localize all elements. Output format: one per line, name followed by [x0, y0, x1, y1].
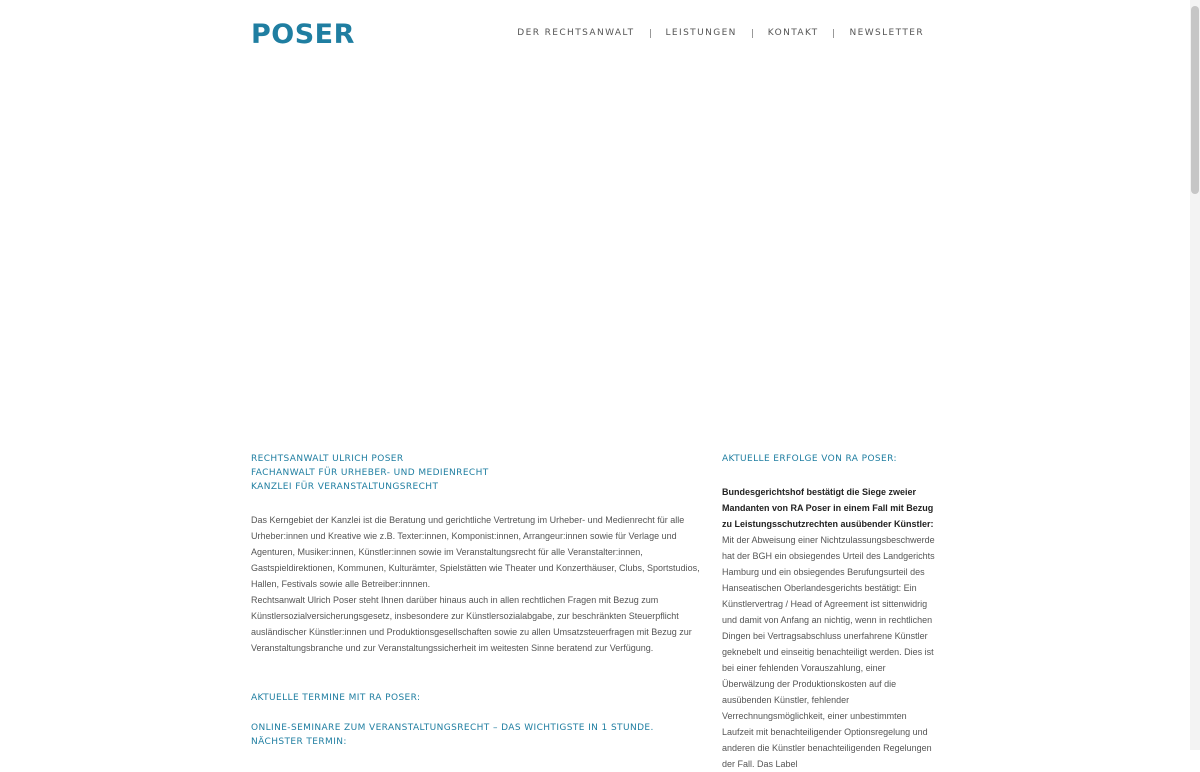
intro-paragraph: Das Kerngebiet der Kanzlei ist die Beratung und gerichtliche Vertretung im Urheber- und Medienrecht für alle Urheber:innen und Kreative wie z.B. Texter:innen, Komponist:innen, Arrangeur:innen sowie für Verlage und Agenturen, Musiker:innen, Künstler:innen sowie im Veranstaltungsrecht für alle Veranstalter:innen, Gastspieldirektionen, Kommunen, Kulturämter, Spielstätten wie Theater und Konzerthäuser, Clubs, Sportstudios, Hallen, Festivals sowie alle Betreiber:innnen. [251, 515, 700, 589]
intro-heading-line: KANZLEI FÜR VERANSTALTUNGSRECHT [251, 482, 439, 492]
seminar-heading[interactable]: ONLINE-SEMINARE ZUM VERANSTALTUNGSRECHT – DAS WICHTIGSTE IN 1 STUNDE. NÄCHSTER TERMIN: [251, 723, 654, 747]
nav-leistungen[interactable]: LEISTUNGEN [665, 28, 737, 38]
scrollbar[interactable] [1190, 0, 1200, 750]
nav-der-rechtsanwalt[interactable]: DER RECHTSANWALT [517, 28, 635, 38]
services-paragraph: Rechtsanwalt Ulrich Poser steht Ihnen darüber hinaus auch in allen rechtlichen Fragen mit Bezug zum Künstlersozialversicherungsgesetz, insbesondere zur Künstlersozialabgabe, zur beschränkten Steuerpflicht ausländischer Künstler:innen und Produktionsgesellschaften sowie zu allen Umsatzsteuerfragen mit Bezug zur Veranstaltungsbranche und zur Veranstaltungssicherheit im weitesten Sinne beratend zur Verfügung. [251, 595, 692, 653]
nav-kontakt[interactable]: KONTAKT [767, 28, 819, 38]
intro-heading [251, 452, 703, 494]
nav-separator [833, 29, 834, 38]
news-column [722, 452, 940, 772]
scrollbar-thumb[interactable] [1191, 6, 1199, 194]
termine-heading: AKTUELLE TERMINE MIT RA POSER: [251, 693, 421, 703]
intro-heading-line: RECHTSANWALT ULRICH POSER [251, 454, 404, 464]
news-heading: AKTUELLE ERFOLGE VON RA POSER: [722, 454, 897, 464]
intro-column [251, 452, 703, 749]
nav-separator [752, 29, 753, 38]
news-body: Mit der Abweisung einer Nichtzulassungsbeschwerde hat der BGH ein obsiegendes Urteil des Landgerichts Hamburg und ein obsiegendes Berufungsurteil des Hanseatischen Oberlandesgerichts bestätigt: Ein Künstlervertrag / Head of Agreement ist sittenwidrig und damit von Anfang an nichtig, wenn in rechtlichen Dingen bei Vertragsabschluss unerfahrene Künstler geknebelt und einseitig benachteiligt werden. Dies ist bei einer fehlenden Vorauszahlung, einer Überwälzung der Produktionskosten auf die ausübenden Künstler, fehlender Verrechnungsmöglichkeit, einer unbestimmten Laufzeit mit benachteiligender Optionsregelung und anderen die Künstler benachteiligenden Regelungen der Fall. Das Label [722, 535, 935, 769]
intro-heading-line: FACHANWALT FÜR URHEBER- UND MEDIENRECHT [251, 468, 489, 478]
nav-newsletter[interactable]: NEWSLETTER [849, 28, 924, 38]
news-paragraph [722, 484, 940, 772]
main-nav [517, 28, 924, 38]
logo[interactable]: POSER [251, 19, 355, 50]
nav-separator [650, 29, 651, 38]
news-headline: Bundesgerichtshof bestätigt die Siege zweier Mandanten von RA Poser in einem Fall mit Bezug zu Leistungsschutzrechten ausübender Künstler: [722, 487, 934, 529]
